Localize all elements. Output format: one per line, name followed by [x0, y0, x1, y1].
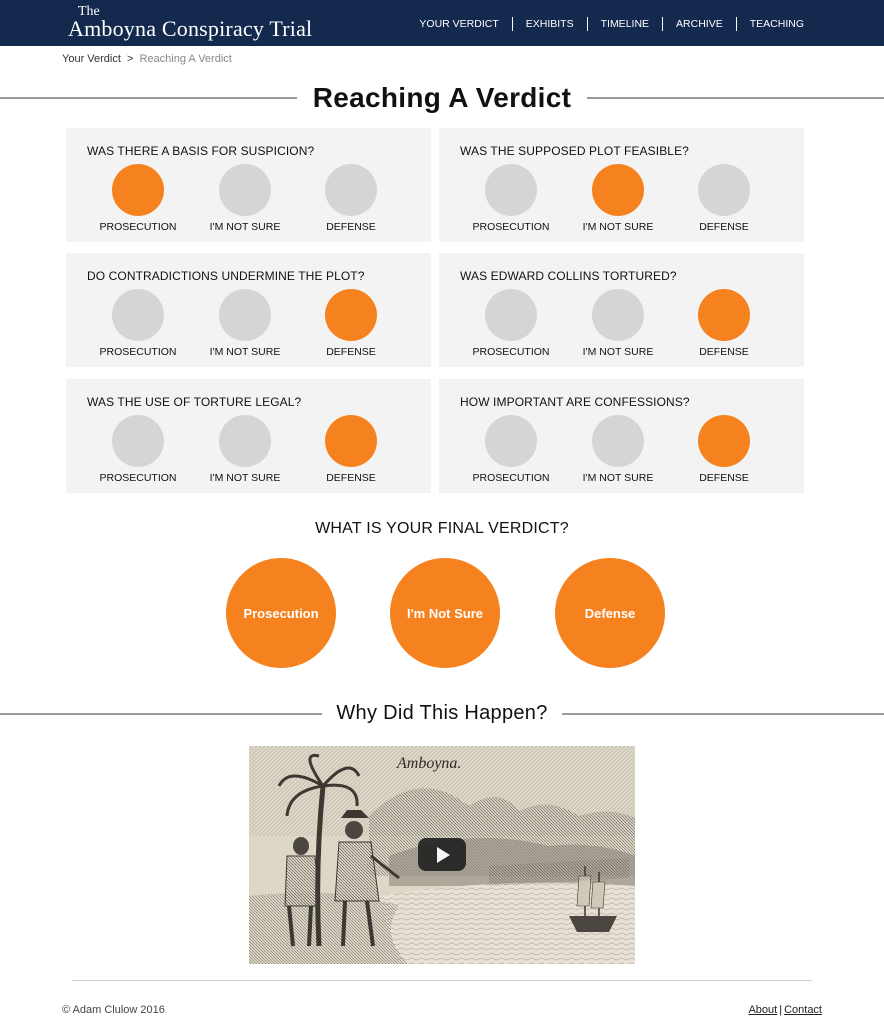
option-defense[interactable]	[301, 164, 401, 233]
footer-contact-link[interactable]: Contact	[784, 1004, 822, 1016]
question-card	[66, 253, 431, 367]
option-circle[interactable]	[325, 289, 377, 341]
option-not-sure[interactable]	[195, 164, 295, 233]
footer-divider	[72, 980, 812, 981]
option-circle[interactable]	[485, 289, 537, 341]
option-not-sure[interactable]	[195, 289, 295, 358]
nav-archive[interactable]: ARCHIVE	[662, 17, 736, 31]
question-card	[439, 379, 804, 493]
breadcrumb-separator: >	[126, 53, 134, 65]
question-text: WAS THERE A BASIS FOR SUSPICION?	[87, 144, 315, 158]
video-player[interactable]	[249, 746, 635, 964]
option-not-sure[interactable]	[568, 164, 668, 233]
video-section-title: Why Did This Happen?	[336, 702, 548, 724]
page-title-row	[0, 82, 884, 114]
option-label: PROSECUTION	[99, 346, 177, 358]
title-rule-left	[0, 97, 297, 99]
question-card	[439, 128, 804, 242]
option-label: PROSECUTION	[99, 472, 177, 484]
option-prosecution[interactable]	[88, 164, 188, 233]
title-rule-right	[587, 97, 884, 99]
option-label: I'M NOT SURE	[209, 472, 281, 484]
option-label: PROSECUTION	[472, 221, 550, 233]
final-verdict-question: WHAT IS YOUR FINAL VERDICT?	[315, 520, 569, 537]
option-label: I'M NOT SURE	[209, 221, 281, 233]
option-circle[interactable]	[592, 415, 644, 467]
video-rule-left	[0, 713, 322, 715]
option-label: I'M NOT SURE	[209, 346, 281, 358]
video-rule-right	[562, 713, 884, 715]
option-label: PROSECUTION	[472, 346, 550, 358]
option-circle[interactable]	[592, 289, 644, 341]
video-section-heading-row	[0, 702, 884, 725]
breadcrumb-current: Reaching A Verdict	[139, 53, 232, 65]
footer-link-separator: |	[779, 1004, 783, 1016]
option-circle[interactable]	[112, 289, 164, 341]
page-title: Reaching A Verdict	[312, 82, 572, 113]
option-not-sure[interactable]	[568, 289, 668, 358]
option-label: DEFENSE	[326, 221, 376, 233]
footer-copyright: © Adam Clulow 2016	[62, 1004, 165, 1016]
question-card	[66, 128, 431, 242]
option-defense[interactable]	[301, 415, 401, 484]
option-circle[interactable]	[219, 415, 271, 467]
option-label: I'M NOT SURE	[582, 346, 654, 358]
option-not-sure[interactable]	[195, 415, 295, 484]
play-button[interactable]	[418, 838, 466, 871]
option-prosecution[interactable]	[88, 415, 188, 484]
question-card	[66, 379, 431, 493]
nav-teaching[interactable]: TEACHING	[736, 17, 804, 31]
engraving-caption: Amboyna.	[397, 755, 462, 772]
option-circle[interactable]	[698, 289, 750, 341]
option-prosecution[interactable]	[461, 415, 561, 484]
option-circle[interactable]	[325, 415, 377, 467]
option-circle[interactable]	[485, 164, 537, 216]
logo-title: Amboyna Conspiracy Trial	[68, 16, 313, 41]
question-card	[439, 253, 804, 367]
option-label: DEFENSE	[699, 472, 749, 484]
option-label: I'M NOT SURE	[582, 221, 654, 233]
option-circle[interactable]	[219, 289, 271, 341]
question-text: WAS THE USE OF TORTURE LEGAL?	[87, 395, 302, 409]
breadcrumb	[62, 53, 232, 65]
logo-the: The	[78, 4, 100, 19]
option-prosecution[interactable]	[88, 289, 188, 358]
option-label: DEFENSE	[699, 346, 749, 358]
question-text: DO CONTRADICTIONS UNDERMINE THE PLOT?	[87, 269, 365, 283]
option-label: DEFENSE	[699, 221, 749, 233]
option-circle[interactable]	[698, 415, 750, 467]
question-text: WAS EDWARD COLLINS TORTURED?	[460, 269, 677, 283]
option-prosecution[interactable]	[461, 164, 561, 233]
play-icon	[437, 847, 450, 863]
option-circle[interactable]	[219, 164, 271, 216]
option-circle[interactable]	[485, 415, 537, 467]
site-header	[0, 0, 884, 46]
option-label: PROSECUTION	[99, 221, 177, 233]
option-label: DEFENSE	[326, 346, 376, 358]
option-defense[interactable]	[674, 289, 774, 358]
final-defense-button[interactable]: Defense	[555, 558, 665, 668]
nav-exhibits[interactable]: EXHIBITS	[512, 17, 587, 31]
option-prosecution[interactable]	[461, 289, 561, 358]
option-circle[interactable]	[112, 164, 164, 216]
option-defense[interactable]	[301, 289, 401, 358]
main-nav	[406, 17, 804, 31]
option-circle[interactable]	[592, 164, 644, 216]
footer-links	[748, 1004, 822, 1016]
option-circle[interactable]	[112, 415, 164, 467]
option-label: DEFENSE	[326, 472, 376, 484]
breadcrumb-parent[interactable]: Your Verdict	[62, 53, 121, 65]
final-prosecution-button[interactable]: Prosecution	[226, 558, 336, 668]
nav-timeline[interactable]: TIMELINE	[587, 17, 662, 31]
option-circle[interactable]	[698, 164, 750, 216]
option-not-sure[interactable]	[568, 415, 668, 484]
option-defense[interactable]	[674, 164, 774, 233]
option-defense[interactable]	[674, 415, 774, 484]
footer-about-link[interactable]: About	[748, 1004, 778, 1016]
option-label: I'M NOT SURE	[582, 472, 654, 484]
nav-your-verdict[interactable]: YOUR VERDICT	[419, 18, 499, 30]
question-text: WAS THE SUPPOSED PLOT FEASIBLE?	[460, 144, 689, 158]
question-text: HOW IMPORTANT ARE CONFESSIONS?	[460, 395, 690, 409]
final-not-sure-button[interactable]: I'm Not Sure	[390, 558, 500, 668]
option-label: PROSECUTION	[472, 472, 550, 484]
option-circle[interactable]	[325, 164, 377, 216]
